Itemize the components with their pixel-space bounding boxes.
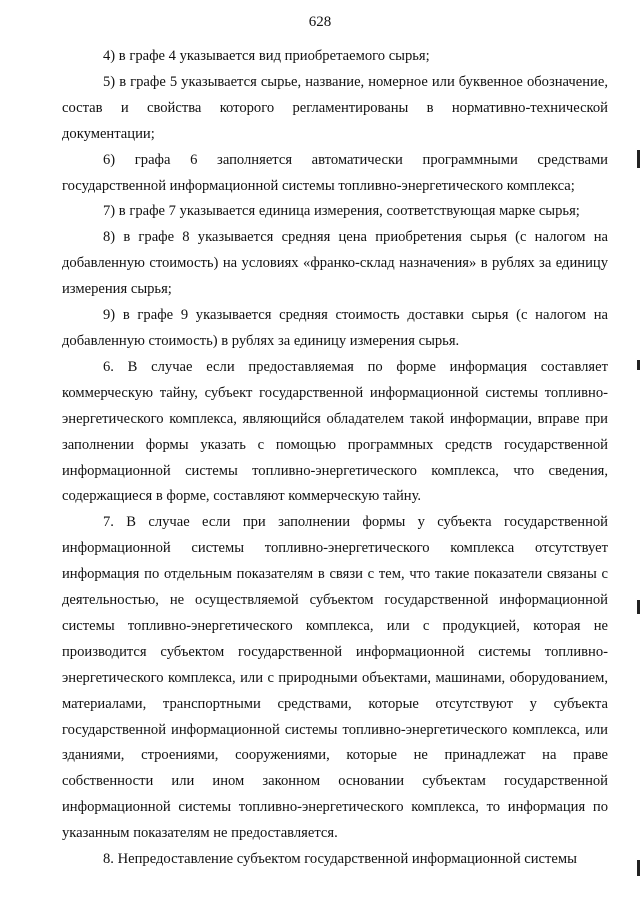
paragraph-item-8: 8) в графе 8 указывается средняя цена приобретения сырья (с налогом на добавленную стоимость) на условиях «франко-склад назначения» в рублях за единицу измерения сырья; [62,229,608,298]
paragraph-item-5: 5) в графе 5 указывается сырье, название, номерное или буквенное обозначение, состав и свойства которого регламентированы в нормативно-технической документации; [62,73,608,142]
paragraph-item-4: 4) в графе 4 указывается вид приобретаемого сырья; [103,48,430,64]
paragraph-section-6: 6. В случае если предоставляемая по форме информация составляет коммерческую тайну, субъект государственной информационной системы топливно-энергетического комплекса, являющийся обладателем такой информации, вправе при заполнении формы указать с помощью программных средств государственной информационной системы топливно-энергетического комплекса, что сведения, содержащиеся в форме, составляют коммерческую тайну. [62,358,608,505]
document-body [62,44,608,873]
paragraph-section-7: 7. В случае если при заполнении формы у субъекта государственной информационной системы топливно-энергетического комплекса отсутствует информация по отдельным показателям в связи с тем, что такие показатели связаны с деятельностью, не осуществляемой субъектом государственной информационной системы топливно-энергетического комплекса, или с продукцией, которая не производится субъектом государственной информационной системы топливно-энергетического комплекса, или с природными объектами, машинами, оборудованием, материалами, транспортными средствами, которые отсутствуют у субъекта государственной информационной системы топливно-энергетического комплекса, или зданиями, строениями, сооружениями, которые не принадлежат на праве собственности или ином законном основании субъектам государственной информационной системы топливно-энергетического комплекса, то информация по указанным показателям не предоставляется. [62,514,608,842]
paragraph-item-9: 9) в графе 9 указывается средняя стоимость доставки сырья (с налогом на добавленную стоимость) в рублях за единицу измерения сырья. [62,307,608,349]
paragraph-item-7: 7) в графе 7 указывается единица измерения, соответствующая марке сырья; [103,203,580,220]
paragraph-item-6: 6) графа 6 заполняется автоматически программными средствами государственной информационной системы топливно-энергетического комплекса; [62,151,608,194]
page-number: 628 [308,14,332,30]
paragraph-section-8: 8. Непредоставление субъектом государственной информационной системы [103,851,577,868]
